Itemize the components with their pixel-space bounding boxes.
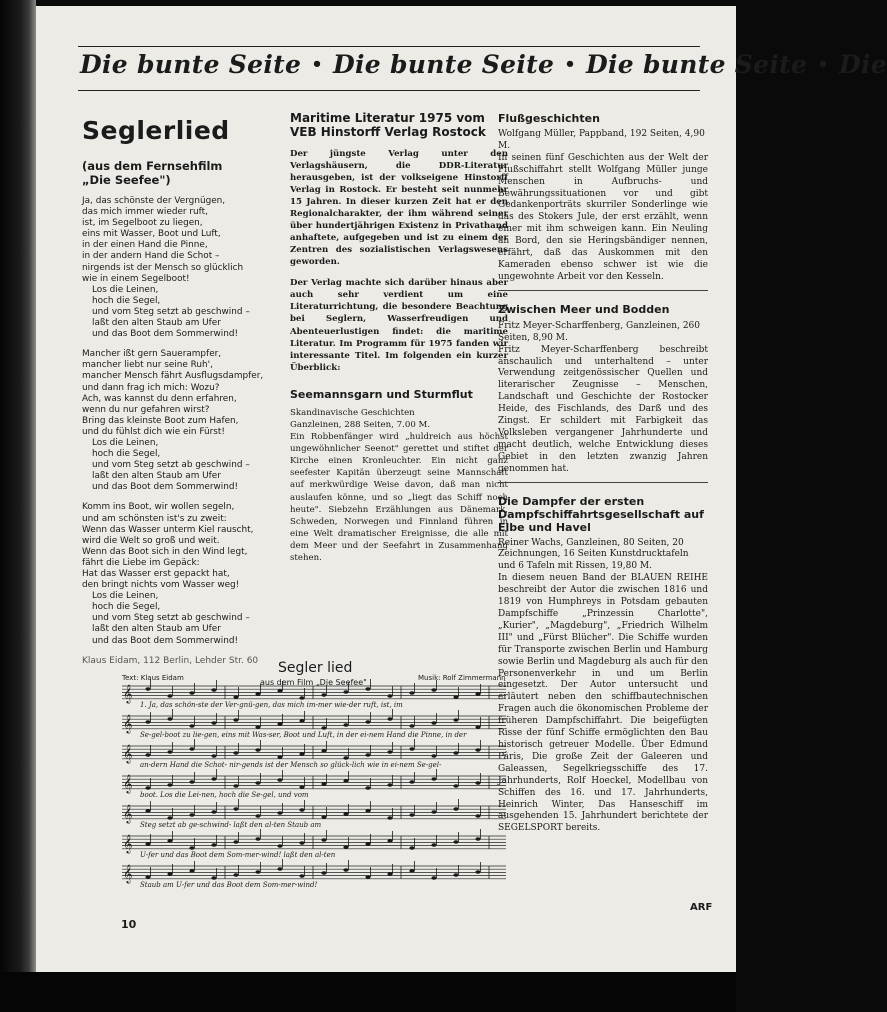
note-head [167,717,172,721]
note-head [343,723,348,727]
note-head [189,724,194,728]
review-body: In seinen fünf Geschichten aus der Welt der Flußschiffahrt stellt Wolfgang Müller junge Menschen in Aufbruchs- und Bewährungssituationen vor und gibt Gedankenporträts skurriler Sonderlinge wie das des Stokers Jule, der erst erzählt, wenn einer mit ihm schweigen kann. Ein Neuling an Bord, den sie Heringsbändiger nennen, erfährt, daß das Auskommen mit den Kameraden ebenso schwer ist wie die ungewohnte Arbeit vor den Kesseln. [498,152,708,282]
note-head [387,694,392,698]
note-head [211,721,216,725]
note-head [299,808,304,812]
chorus-line: Los die Leinen, [92,284,159,295]
chorus-line: hoch die Segel, [92,602,161,613]
note-head [453,873,458,877]
chorus-line: hoch die Segel, [92,295,161,306]
sheet-music [118,660,508,898]
header-item: Die [839,50,887,79]
scan-border [0,972,736,1012]
chorus-2 [82,438,272,493]
note-head [255,692,260,696]
note-head [211,754,216,758]
page-number: 10 [121,918,137,931]
treble-clef-icon: 𝄞 [123,804,133,823]
note-head [475,814,480,818]
review-meta: Skandinavische Geschichten [290,407,415,418]
note-head [365,842,370,846]
verse-line: und du fühlst dich wie ein Fürst! [82,426,225,437]
chorus-line: Los die Leinen, [92,437,159,448]
header-item: Die bunte Seite [586,50,808,79]
note-head [233,695,238,699]
note-head [145,875,150,879]
note-head [299,874,304,878]
review-title: Die Dampfer der ersten Dampfschiffahrtsgesellschaft auf Elbe und Havel [498,494,704,534]
note-head [211,843,216,847]
song-subtitle-line: (aus dem Fernsehfilm [82,159,223,173]
note-head [167,750,172,754]
chorus-1 [82,285,272,340]
song-title: Seglerlied [82,116,230,145]
review-title: Flußgeschichten [498,112,600,125]
note-head [387,783,392,787]
note-head [343,690,348,694]
note-head [211,688,216,692]
note-head [365,753,370,757]
verse-line: den bringt nichts vom Wasser weg! [82,580,240,591]
lyric-line: Steg setzt ab ge-schwind- laßt den al-ten Staub am [140,821,322,829]
chorus-line: laßt den alten Staub am Ufer [92,471,221,482]
note-head [343,845,348,849]
note-head [475,725,480,729]
note-head [167,839,172,843]
note-head [409,691,414,695]
article-column [290,112,508,564]
note-head [299,785,304,789]
note-head [409,724,414,728]
review-meta: Fritz Meyer-Scharffenberg, Ganzleinen, 260 Seiten, 8,90 M. [498,320,700,343]
verse-line: wenn du nur gefahren wirst? [82,404,210,415]
note-head [255,837,260,841]
article-title: Maritime Literatur 1975 vom VEB Hinstorff Verlag Rostock [290,111,486,139]
chorus-line: und vom Steg setzt ab geschwind – [92,613,250,624]
verse-line: Komm ins Boot, wir wollen segeln, [82,502,235,513]
note-head [211,876,216,880]
note-head [189,813,194,817]
lyric-line: Se-gel-boot zu lie-gen, eins mit Was-ser, Boot und Luft, in der ei-nem Hand die Pinne, in der [140,731,467,739]
verse-line: ist, im Segelboot zu liegen, [82,218,203,229]
review-body: In diesem neuen Band der BLAUEN REIHE beschreibt der Autor die zwischen 1816 und 1819 von Humphreys in Potsdam gebauten Dampfschiffe „Prinzessin Charlotte", „Kurier", „Magdeburg", „Friedrich Wilhelm III" und „Fürst Blücher". Die Schiffe wurden für Transporte zwischen Berlin und Hamburg sowie Berlin und Magdeburg als auch für den Personenverkehr in und um Berlin eingesetzt. Der Autor untersucht und erläutert neben den schiffbautechnischen Fragen auch die ökonomischen Probleme der früheren Dampfschiffahrt. Die beigefügten Risse der fünf Schiffe ermöglichten den Bau historisch getreuer Modelle. Über Edmund Pâris, Die große Zeit der Galeeren und Galeassen, Segelkriegsschiffe des 17. Jahrhunderts, Rolf Hoeckel, Modellbau von Schiffen des 16. und 17. Jahrhunderts, Heinrich Winter, Das Hanseschiff im ausgehenden 15. Jahrhundert berichtete der SEGELSPORT bereits. [498,573,708,834]
note-head [365,875,370,879]
note-head [475,748,480,752]
stanza-1 [82,196,272,285]
note-head [167,816,172,820]
note-head [145,720,150,724]
verse-line: in der einen Hand die Pinne, [82,240,208,251]
note-head [277,844,282,848]
chorus-line: Los die Leinen, [92,591,159,602]
note-head [189,846,194,850]
note-head [299,841,304,845]
verse-line: mancher Mensch fährt Ausflugsdampfer, [82,371,264,382]
chorus-line: und vom Steg setzt ab geschwind – [92,460,250,471]
review-meta: Ganzleinen, 288 Seiten, 7.00 M. [290,419,431,430]
note-head [189,869,194,873]
treble-clef-icon: 𝄞 [123,714,133,733]
note-head [233,718,238,722]
note-head [475,781,480,785]
note-head [233,751,238,755]
book-spine-shadow [0,0,36,1012]
treble-clef-icon: 𝄞 [123,744,133,763]
note-head [233,784,238,788]
verse-line: und dann frag ich mich: Wozu? [82,382,220,393]
note-head [431,721,436,725]
note-head [299,719,304,723]
note-head [453,840,458,844]
reviews-column [498,112,708,835]
verse-line: Ach, was kannst du denn erfahren, [82,393,237,404]
note-head [453,807,458,811]
note-head [255,748,260,752]
note-head [299,696,304,700]
note-head [321,838,326,842]
note-head [343,756,348,760]
music-subtitle: aus dem Film „Die Seefee" [260,678,367,687]
note-head [343,868,348,872]
note-head [409,869,414,873]
note-head [277,722,282,726]
note-head [431,810,436,814]
note-head [365,809,370,813]
stanza-2 [82,349,272,438]
treble-clef-icon: 𝄞 [123,774,133,793]
note-head [387,816,392,820]
song-subtitle [82,159,272,187]
note-head [453,718,458,722]
treble-clef-icon: 𝄞 [123,684,133,703]
note-head [387,839,392,843]
verse-line: mancher liebt nur seine Ruh', [82,360,213,371]
note-head [321,815,326,819]
verse-line: und am schönsten ist's zu zweit: [82,513,227,524]
note-head [321,693,326,697]
verse-line: Bring das kleinste Boot zum Hafen, [82,415,239,426]
note-head [255,870,260,874]
verse-line: Wenn das Boot sich in den Wind legt, [82,546,248,557]
chorus-line: und das Boot dem Sommerwind! [92,635,239,646]
divider [498,290,708,291]
note-head [475,870,480,874]
chorus-line: und das Boot dem Sommerwind! [92,329,239,340]
note-head [189,780,194,784]
music-title: Segler lied [278,660,353,676]
review-meta: Reiner Wachs, Ganzleinen, 80 Seiten, 20 Zeichnungen, 16 Seiten Kunstdrucktafeln und 6 Tafeln mit Rissen, 19,80 M. [498,537,689,572]
bullet-icon: • [817,54,829,75]
note-head [255,781,260,785]
note-head [145,842,150,846]
note-head [365,687,370,691]
note-head [365,786,370,790]
lyricist-credit: Text: Klaus Eidam [122,674,184,682]
note-head [453,751,458,755]
note-head [145,786,150,790]
note-head [431,688,436,692]
divider [498,482,708,483]
note-head [321,871,326,875]
note-head [453,784,458,788]
stanza-3 [82,502,272,591]
note-head [409,813,414,817]
composer-credit: Musik: Rolf Zimmermann [418,674,506,682]
note-head [233,873,238,877]
review-body: Ein Robbenfänger wird „huldreich aus höchst ungewöhnlicher Seenot" gerettet und stiftet der Kirche einen Kronleuchter. Ein nicht ganz seefester Kapitän überzeugt seine Mannschaft auf merkwürdige Weise davon, daß man nicht auslaufen könne, und so „liegt das Schiff noch heute". Siebzehn Erzählungen aus Dänemark, Schweden, Norwegen und Finnland führen in eine Welt dramatischer Ereignisse, die alle mit dem Meer und der Seefahrt in Zusammenhang stehen. [290,432,508,563]
verse-line: Mancher ißt gern Sauerampfer, [82,349,222,360]
lyric-line: 1. Ja, das schön-ste der Ver-gnü-gen, das mich im-mer wie-der ruft, ist, im [140,701,403,709]
header-top-rule [78,46,700,47]
article-lead-2: Der Verlag machte sich darüber hinaus aber auch sehr verdient um eine Literaturrichtung, die besondere Beachtung bei Seglern, Wasserfreudigen und Abenteuerlustigen findet: die maritime Literatur. Im Programm für 1975 fanden wir interessante Titel. Im folgenden ein kurzer Überblick: [290,278,508,373]
chorus-line: laßt den alten Staub am Ufer [92,318,221,329]
verse-line: wird die Welt so groß und weit. [82,535,220,546]
verse-line: Ja, das schönste der Vergnügen, [82,196,226,206]
chorus-line: laßt den alten Staub am Ufer [92,624,221,635]
note-head [277,689,282,693]
verse-line: wie in einem Segelboot! [82,273,190,284]
note-head [277,811,282,815]
lyric-line: Staub am U-fer und das Boot dem Som-mer-wind! [140,881,318,889]
note-head [431,754,436,758]
chorus-line: und das Boot dem Sommerwind! [92,482,239,493]
note-head [343,812,348,816]
note-head [255,725,260,729]
note-head [387,717,392,721]
page-header [80,50,887,90]
verse-line: nirgends ist der Mensch so glücklich [82,262,244,273]
note-head [475,837,480,841]
bullet-icon: • [311,54,323,75]
lyric-line: boot. Los die Lei-nen, hoch die Se-gel, und vom [140,791,309,799]
verse-line: Hat das Wasser erst gepackt hat, [82,569,230,579]
review-body: Fritz Meyer-Scharffenberg beschreibt anschaulich und unterhaltend – unter Verwendung zeitgenössischer Quellen und literarischer Zeugnisse – Menschen, Landschaft und Geschichte der Rostocker Heide, des Fischlands, des Darß und des Zingst. Er schildert mit Farbigkeit das Volksleben vergangener Jahrhunderte und macht deutlich, welche Entwicklung dieses Gebiet in den letzten zwanzig Jahren genommen hat. [498,344,708,474]
note-head [145,753,150,757]
note-head [343,779,348,783]
verse-line: das mich immer wieder ruft, [82,207,208,218]
note-head [409,846,414,850]
song-subtitle-line: „Die Seefee") [82,173,171,187]
chorus-line: hoch die Segel, [92,449,161,460]
note-head [321,782,326,786]
verse-line: fährt die Liebe im Gepäck: [82,557,200,568]
treble-clef-icon: 𝄞 [123,864,133,883]
bullet-icon: • [564,54,576,75]
note-head [167,783,172,787]
note-head [321,726,326,730]
note-head [167,872,172,876]
lyric-line: U-fer und das Boot dem Som-mer-wind! laßt den al-ten [140,851,336,859]
review-title: Zwischen Meer und Bodden [498,302,670,316]
author-signature: Klaus Eidam, 112 Berlin, Lehder Str. 60 [82,655,259,666]
verse-line: Wenn das Wasser unterm Kiel rauscht, [82,524,254,535]
note-head [211,777,216,781]
note-head [321,749,326,753]
note-head [277,778,282,782]
note-head [365,720,370,724]
note-head [233,840,238,844]
note-head [299,752,304,756]
header-item: Die bunte Seite [80,50,302,79]
verse-line: in der andern Hand die Schot – [82,251,220,262]
review-meta: Wolfgang Müller, Pappband, 192 Seiten, 4,90 M. [498,129,705,151]
note-head [145,809,150,813]
note-head [453,695,458,699]
note-head [233,807,238,811]
note-head [277,867,282,871]
note-head [409,747,414,751]
header-bottom-rule [78,90,700,91]
note-head [167,694,172,698]
note-head [431,777,436,781]
note-head [387,750,392,754]
lyric-line: an-dern Hand die Schot- nir-gends ist der Mensch so glück-lich wie in ei-nem Se-gel- [140,761,442,769]
note-head [189,747,194,751]
header-item: Die bunte Seite [333,50,555,79]
verse-line: eins mit Wasser, Boot und Luft, [82,229,221,240]
note-head [211,810,216,814]
note-head [189,691,194,695]
note-head [255,814,260,818]
note-head [431,876,436,880]
footer-mark: ARF [690,902,713,913]
note-head [409,780,414,784]
song-column [82,112,272,666]
note-head [277,755,282,759]
note-head [431,843,436,847]
chorus-line: und vom Steg setzt ab geschwind – [92,306,250,317]
review-title: Seemannsgarn und Sturmflut [290,387,473,401]
treble-clef-icon: 𝄞 [123,834,133,853]
article-lead: Der jüngste Verlag unter den Verlagshäusern, die DDR-Literatur herausgeben, ist der volkseigene Hinstorff Verlag in Rostock. Er besteht seit nunmehr 15 Jahren. In dieser kurzen Zeit hat er den Regionalcharakter, der ihm während seiner über hundertjährigen Existenz in Privathand anhaftete, aufgegeben und ist zu einem der Zentren des sozialistischen Verlagswesens geworden. [290,148,508,268]
chorus-3 [82,591,272,646]
note-head [475,692,480,696]
note-head [145,687,150,691]
note-head [387,872,392,876]
